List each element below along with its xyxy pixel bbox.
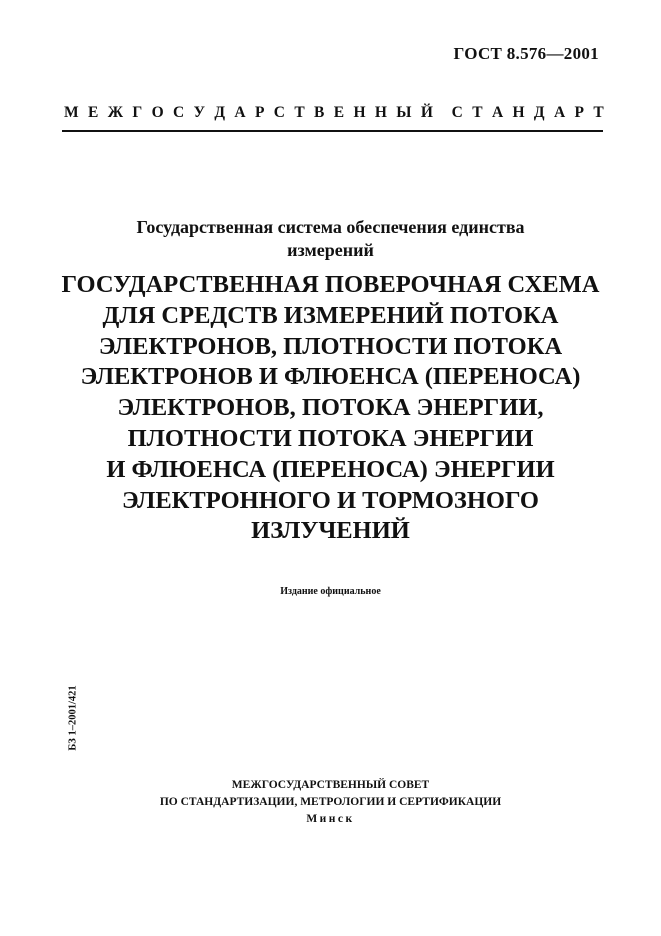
main-title-line: ГОСУДАРСТВЕННАЯ ПОВЕРОЧНАЯ СХЕМА (61, 271, 600, 298)
heading-letter: А (553, 104, 566, 121)
heading-letter: М (64, 104, 79, 121)
heading-letter: О (151, 104, 164, 121)
main-title-line: ЭЛЕКТРОНОВ И ФЛЮЕНСА (ПЕРЕНОСА) (80, 363, 581, 391)
standard-number: ГОСТ 8.576—2001 (453, 44, 599, 63)
main-title-line: ПЛОТНОСТИ ПОТОКА ЭНЕРГИИ (127, 424, 534, 452)
publisher-city: Минск (306, 813, 355, 825)
heading-letter: Т (294, 104, 305, 121)
heading-letter: Д (533, 104, 545, 121)
heading-letter: А (234, 104, 246, 121)
main-title-line: ЭЛЕКТРОНОВ, ПЛОТНОСТИ ПОТОКА (98, 332, 563, 360)
main-title-line: ДЛЯ СРЕДСТВ ИЗМЕРЕНИЙ ПОТОКА (102, 301, 559, 329)
heading-letter: Г (132, 104, 143, 121)
heading-letter: У (193, 104, 205, 121)
heading-letter: С (273, 104, 285, 121)
main-title-line: ЭЛЕКТРОННОГО И ТОРМОЗНОГО (121, 486, 539, 514)
heading-letter: Е (333, 104, 345, 121)
heading-letter: В (314, 104, 325, 121)
heading-letter: Т (472, 104, 483, 121)
heading-letter: Ы (396, 104, 412, 121)
heading-letter: А (491, 104, 504, 121)
system-title-line: Государственная система обеспечения единства (136, 217, 525, 237)
publisher-line: ПО СТАНДАРТИЗАЦИИ, МЕТРОЛОГИИ И СЕРТИФИКАЦИИ (159, 796, 502, 808)
system-title (60, 216, 601, 262)
heading-letter: Н (353, 104, 366, 121)
heading-letter: Ж (107, 104, 124, 121)
main-title-line: ИЗЛУЧЕНИЙ (251, 517, 410, 545)
main-title (40, 270, 621, 547)
heading-divider (62, 130, 603, 132)
main-title-line: И ФЛЮЕНСА (ПЕРЕНОСА) ЭНЕРГИИ (106, 455, 555, 483)
heading-letter: С (451, 104, 463, 121)
edition-note: Издание официальное (280, 586, 381, 597)
heading-letter: Н (374, 104, 387, 121)
publisher-block (60, 777, 601, 828)
heading-letter: Т (593, 104, 604, 121)
system-title-line: измерений (287, 240, 374, 260)
publisher-line: МЕЖГОСУДАРСТВЕННЫЙ СОВЕТ (231, 779, 430, 791)
heading-letter: Е (88, 104, 99, 121)
heading-letter: Й (420, 104, 433, 121)
side-code: БЗ 1–2001/421 (67, 685, 79, 751)
heading-letter: Р (254, 104, 265, 121)
heading-letter: Д (214, 104, 226, 121)
heading-letter: Р (574, 104, 584, 121)
heading-letter: Н (512, 104, 525, 121)
heading-letter: С (173, 104, 185, 121)
main-title-line: ЭЛЕКТРОНОВ, ПОТОКА ЭНЕРГИИ, (117, 394, 544, 422)
standard-type-heading (64, 104, 604, 122)
